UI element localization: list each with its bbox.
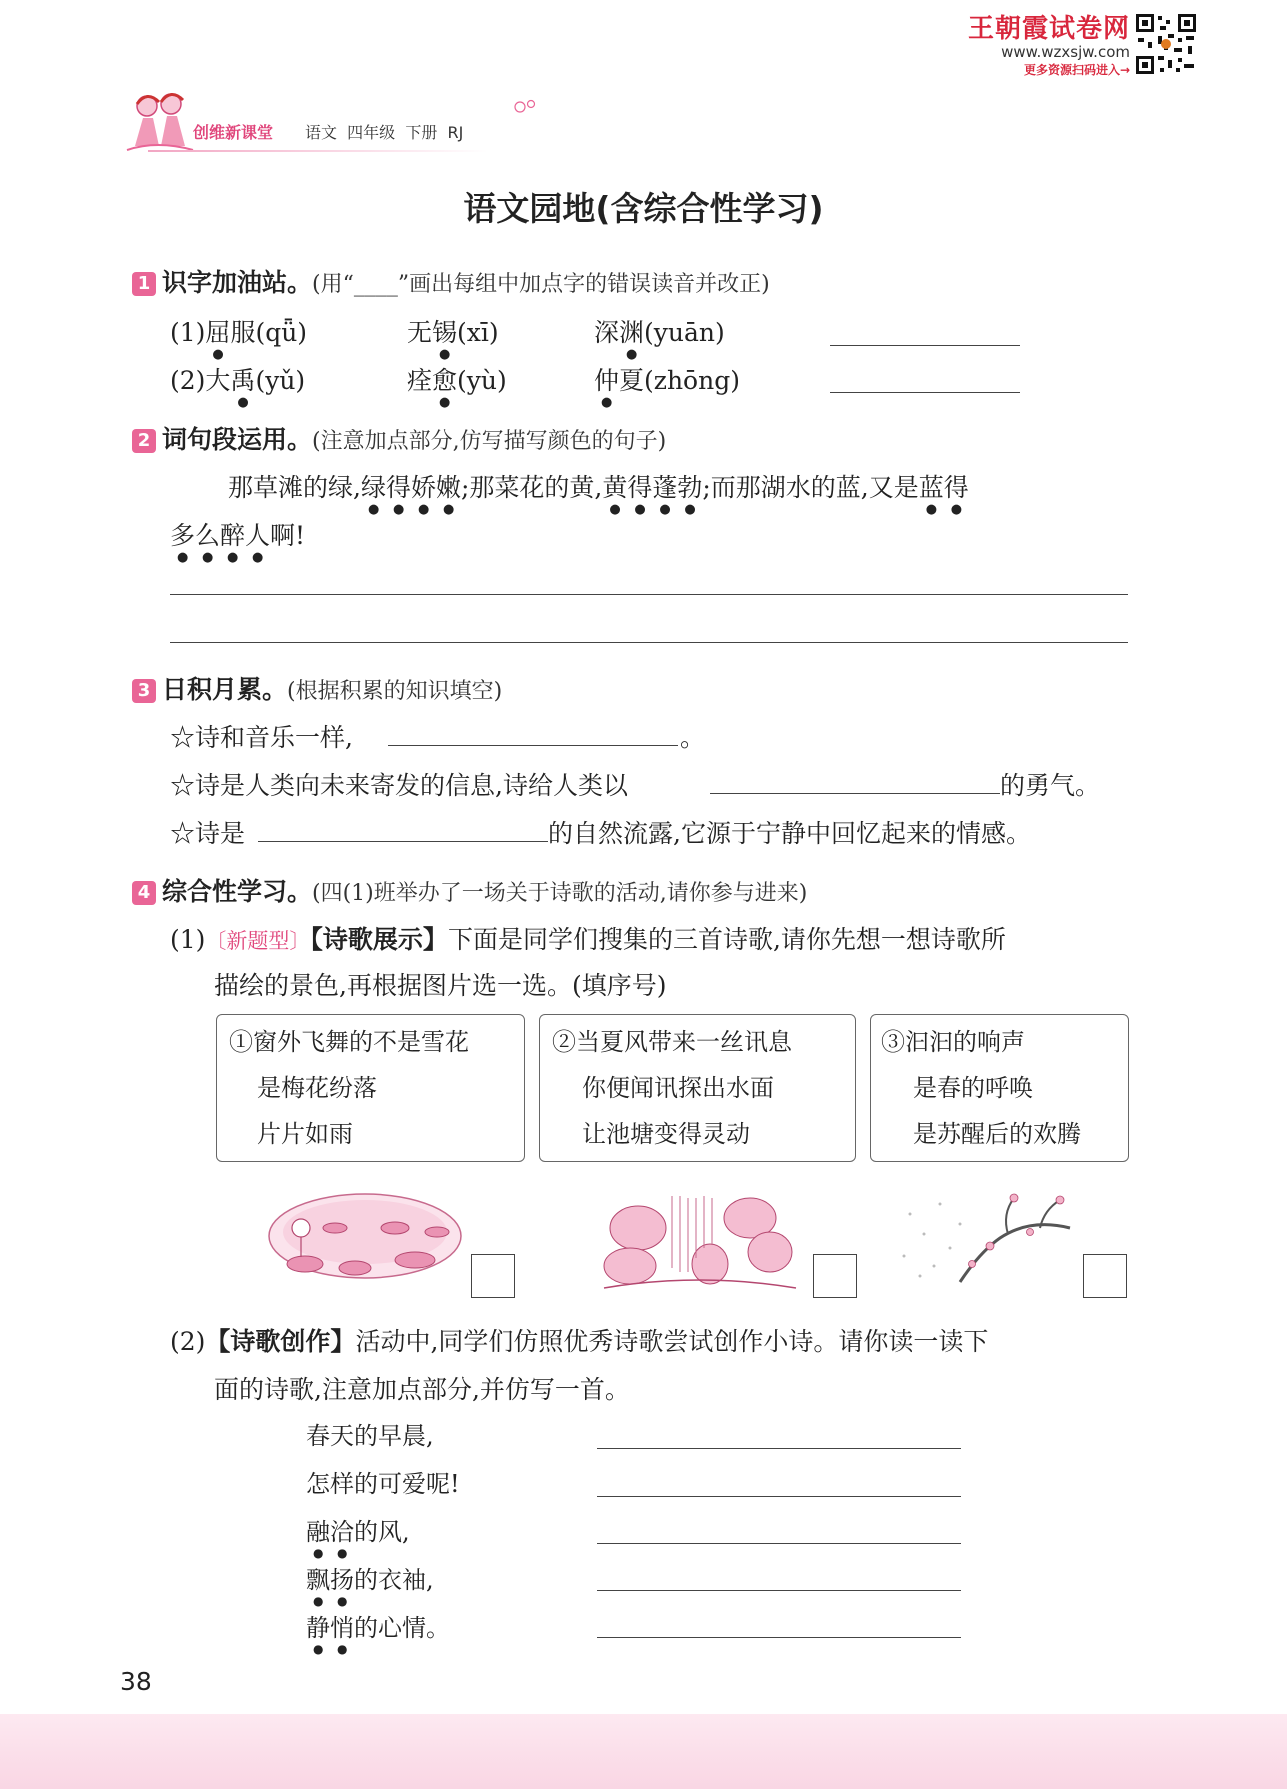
q2-answer-line-2[interactable]	[170, 642, 1128, 643]
answer-box-3[interactable]	[1083, 1254, 1127, 1298]
page-number: 38	[120, 1667, 152, 1696]
q3-blank-1[interactable]	[388, 745, 678, 746]
q4-sub1-line-1: (1)〔新题型〕【诗歌展示】下面是同学们搜集的三首诗歌,请你先想一想诗歌所	[170, 925, 1006, 954]
poem-answer-line-3[interactable]	[597, 1543, 961, 1544]
q3-line-3-end: 的自然流露,它源于宁静中回忆起来的情感。	[548, 819, 1031, 848]
q1-item-3: 深渊(yuān)	[594, 318, 725, 347]
q1-item-6: 仲夏(zhōng)	[594, 366, 740, 395]
answer-box-1[interactable]	[471, 1254, 515, 1298]
q4-sub1-line-2: 描绘的景色,再根据图片选一选。(填序号)	[214, 971, 667, 1000]
poem-card-2	[539, 1014, 856, 1162]
brand-name: 王朝霞试卷网	[967, 14, 1130, 44]
poem-line-3: 融洽的风,	[306, 1518, 410, 1546]
header-divider	[148, 150, 488, 152]
brand-block	[958, 8, 1130, 78]
poem-card-3	[870, 1014, 1129, 1162]
poem-answer-line-1[interactable]	[597, 1448, 961, 1449]
q3-line-2-start: ☆诗是人类向未来寄发的信息,诗给人类以	[170, 771, 628, 800]
q3-heading	[132, 670, 502, 706]
footer-band	[0, 1714, 1287, 1789]
subject-info: 语文 四年级 下册 RJ	[305, 123, 464, 142]
qr-code-icon[interactable]	[1134, 12, 1198, 76]
q3-number: 3	[132, 679, 156, 703]
q4-title: 综合性学习。	[162, 877, 313, 906]
q3-line-1-end: 。	[680, 723, 706, 752]
poem-card-1	[216, 1014, 525, 1162]
poem-3-line-1: ③汩汩的响声	[881, 1028, 1025, 1056]
q4-heading	[132, 872, 807, 908]
poem-3-line-3: 是苏醒后的欢腾	[913, 1120, 1081, 1148]
q1-item-1: (1)屈服(qǖ)	[170, 318, 308, 347]
poem-1-line-3: 片片如雨	[257, 1120, 353, 1148]
q2-hint: (注意加点部分,仿写描写颜色的句子)	[312, 429, 667, 454]
poem-3-line-2: 是春的呼唤	[913, 1074, 1033, 1102]
q2-number: 2	[132, 429, 156, 453]
q1-item-4: (2)大禹(yǔ)	[170, 366, 306, 395]
q3-title: 日积月累。	[162, 675, 288, 704]
series-name: 创维新课堂	[193, 123, 274, 142]
new-type-tag: 〔新题型〕	[205, 929, 311, 953]
q1-item-5: 痊愈(yù)	[407, 366, 507, 395]
poem-1-line-2: 是梅花纷落	[257, 1074, 377, 1102]
q3-hint: (根据积累的知识填空)	[287, 679, 503, 704]
q4-number: 4	[132, 881, 156, 905]
q3-blank-3[interactable]	[258, 841, 548, 842]
q3-line-1-start: ☆诗和音乐一样,	[170, 723, 353, 752]
brand-url[interactable]: www.wzxsjw.com	[1001, 43, 1130, 61]
q1-title: 识字加油站。	[162, 268, 313, 297]
q3-line-3-start: ☆诗是	[170, 819, 246, 848]
page-title: 语文园地(含综合性学习)	[463, 189, 824, 228]
lotus-pond-illustration	[265, 1188, 465, 1288]
q4-sub2-line-2: 面的诗歌,注意加点部分,并仿写一首。	[214, 1375, 630, 1404]
poem-line-5: 静悄的心情。	[306, 1614, 450, 1642]
q2-title: 词句段运用。	[162, 425, 313, 454]
brand-tip: 更多资源扫码进入→	[1023, 63, 1130, 77]
poem-2-line-3: 让池塘变得灵动	[582, 1120, 750, 1148]
poem-2-line-1: ②当夏风带来一丝讯息	[552, 1028, 792, 1056]
q3-line-2-end: 的勇气。	[1000, 771, 1101, 800]
q2-answer-line-1[interactable]	[170, 594, 1128, 595]
q1-item-2: 无锡(xī)	[407, 318, 499, 347]
q3-blank-2[interactable]	[710, 793, 1000, 794]
q2-heading	[132, 420, 666, 456]
q4-hint: (四(1)班举办了一场关于诗歌的活动,请你参与进来)	[312, 881, 808, 906]
poem-answer-line-2[interactable]	[597, 1496, 961, 1497]
q1-answer-line-1[interactable]	[830, 345, 1020, 346]
q4-sub2-line-1: (2)【诗歌创作】活动中,同学们仿照优秀诗歌尝试创作小诗。请你读一读下	[170, 1327, 989, 1356]
q1-heading	[132, 263, 770, 299]
answer-box-2[interactable]	[813, 1254, 857, 1298]
poem-line-1: 春天的早晨,	[306, 1422, 434, 1450]
poem-1-line-1: ①窗外飞舞的不是雪花	[229, 1028, 469, 1056]
plum-blossom-illustration	[890, 1184, 1080, 1294]
poem-2-line-2: 你便闻讯探出水面	[582, 1074, 774, 1102]
kids-logo-icon	[125, 88, 195, 156]
flower-deco-icon	[510, 95, 540, 119]
poem-line-2: 怎样的可爱呢!	[306, 1470, 460, 1498]
poem-answer-line-5[interactable]	[597, 1637, 961, 1638]
q2-passage-line-2: 多么醉人啊!	[170, 521, 306, 550]
poem-line-4: 飘扬的衣袖,	[306, 1566, 434, 1594]
q2-passage-line-1: 那草滩的绿,绿得娇嫩;那菜花的黄,黄得蓬勃;而那湖水的蓝,又是蓝得	[228, 473, 969, 502]
q1-hint: (用“____”画出每组中加点字的错误读音并改正)	[312, 272, 770, 297]
waterfall-illustration	[600, 1188, 800, 1292]
q1-answer-line-2[interactable]	[830, 392, 1020, 393]
poem-answer-line-4[interactable]	[597, 1590, 961, 1591]
q1-number: 1	[132, 272, 156, 296]
